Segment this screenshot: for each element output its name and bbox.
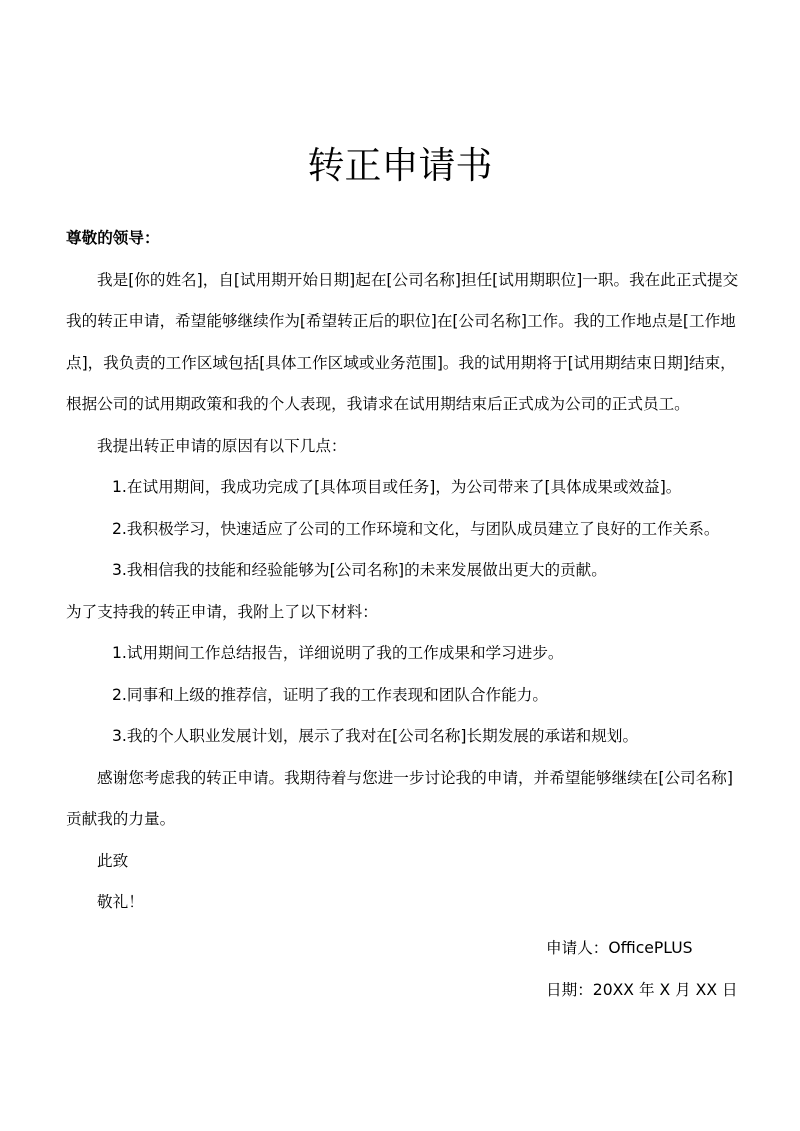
material-item-2: 2.同事和上级的推荐信，证明了我的工作表现和团队合作能力。 [112,685,548,704]
closing-line-2: 贡献我的力量。 [66,810,176,828]
document-body [66,218,752,924]
reason-item-2: 2.我积极学习，快速适应了公司的工作环境和文化，与团队成员建立了良好的工作关系。 [112,519,720,538]
intro-line-3: 点]，我负责的工作区域包括[具体工作区域或业务范围]。我的试用期将于[试用期结束日期]结束， [66,353,736,372]
regards-line-2: 敬礼！ [97,893,144,911]
salutation: 尊敬的领导： [66,229,160,247]
application-date: 日期：20XX 年 X 月 XX 日 [546,980,738,999]
applicant-name: 申请人：OfficePLUS [546,939,693,957]
document-title: 转正申请书 [307,144,493,187]
intro-line-4: 根据公司的试用期政策和我的个人表现，我请求在试用期结束后正式成为公司的正式员工。 [66,395,690,413]
regards-line-1: 此致 [97,851,129,870]
closing-line-1: 感谢您考虑我的转正申请。我期待着与您进一步讨论我的申请，并希望能够继续在[公司名称] [97,768,733,787]
reason-item-3: 3.我相信我的技能和经验能够为[公司名称]的未来发展做出更大的贡献。 [112,561,607,579]
material-item-3: 3.我的个人职业发展计划，展示了我对在[公司名称]长期发展的承诺和规划。 [112,727,639,745]
material-item-1: 1.试用期间工作总结报告，详细说明了我的工作成果和学习进步。 [112,644,564,662]
materials-intro: 为了支持我的转正申请，我附上了以下材料： [66,602,378,621]
reason-item-1: 1.在试用期间，我成功完成了[具体项目或任务]，为公司带来了[具体成果或效益]。 [112,478,682,496]
intro-line-2: 我的转正申请，希望能够继续作为[希望转正后的职位]在[公司名称]工作。我的工作地点是[工作地 [66,312,736,330]
signature-block [546,928,738,1011]
reasons-intro: 我提出转正申请的原因有以下几点： [97,436,347,455]
intro-line-1: 我是[你的姓名]，自[试用期开始日期]起在[公司名称]担任[试用期职位]一职。我在此正式提交 [97,270,739,289]
